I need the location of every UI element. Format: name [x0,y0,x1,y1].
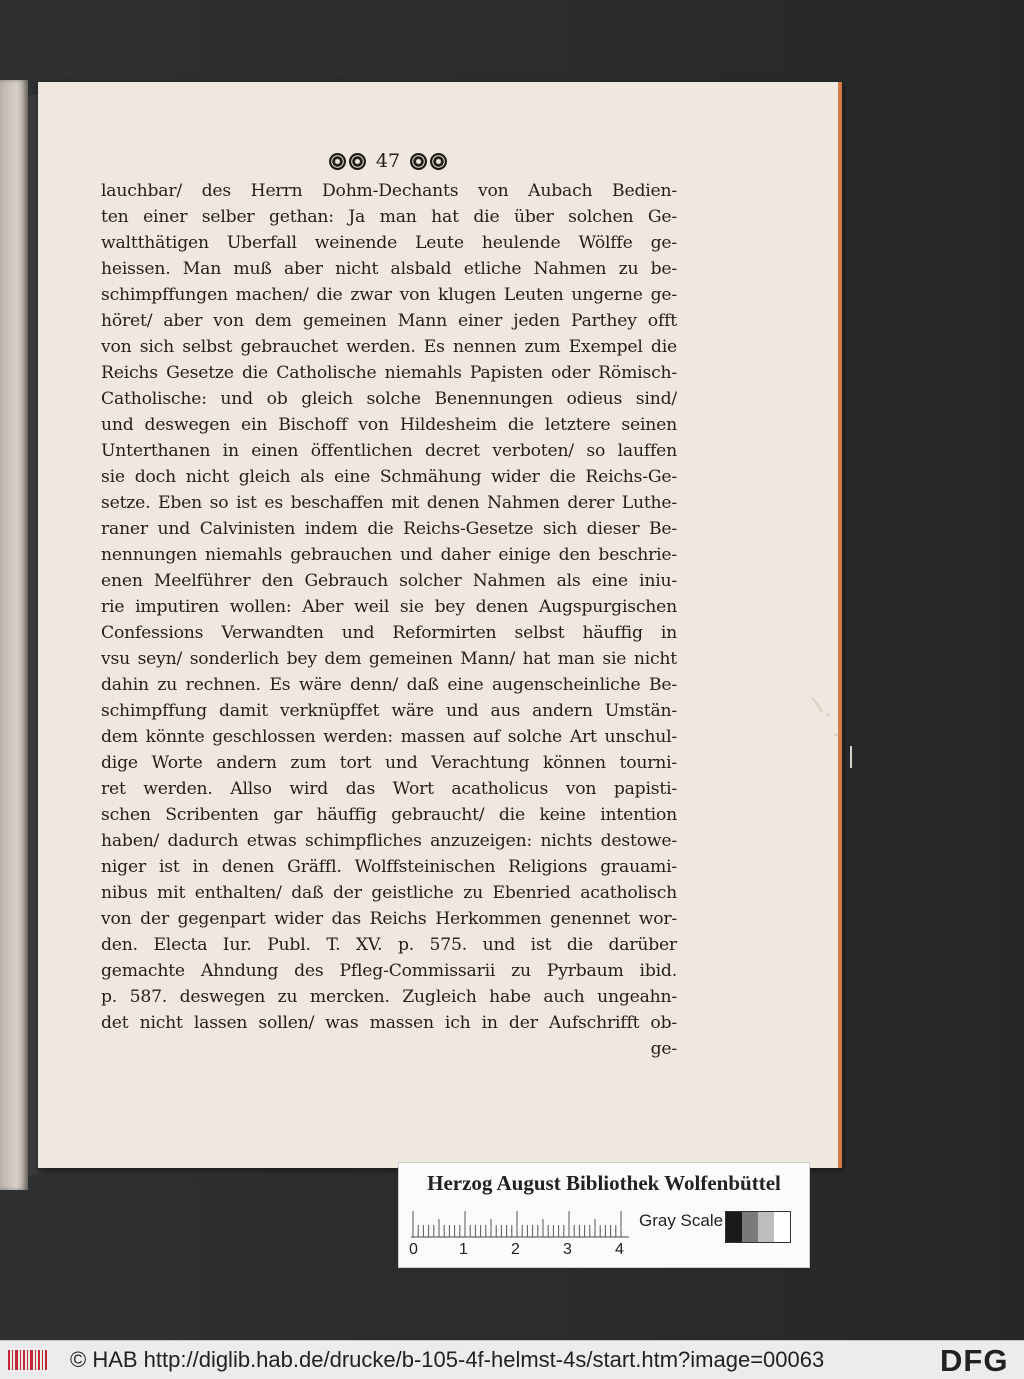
page-header [308,144,468,178]
text-line: dahin zu rechnen. Es wäre denn/ daß eine augenscheinliche Be- [101,675,677,695]
text-line: ten einer selber gethan: Ja man hat die über solchen Ge- [101,207,677,227]
gray-swatch [742,1212,758,1242]
dfg-logo: DFG [940,1343,1009,1378]
rosette-icon [410,153,427,170]
left-ornament [329,153,366,170]
ruler-label: 4 [615,1241,624,1258]
ruler-scale [411,1209,631,1239]
ink-mark [848,745,854,769]
text-line: rie imputiren wollen: Aber weil sie bey denen Augspurgischen [101,597,677,617]
text-line: nibus mit enthalten/ daß der geistliche zu Ebenried acatholisch [101,883,677,903]
body-text [101,178,677,1062]
text-line: dige Worte andern zum tort und Verachtung können tourni- [101,753,677,773]
gray-scale-swatches [725,1211,791,1243]
text-line: niger ist in denen Gräffl. Wolffsteinischen Religions grauami- [101,857,677,877]
text-line: und deswegen ein Bischoff von Hildesheim die letztere seinen [101,415,677,435]
library-reference-card [398,1162,810,1268]
page-number: 47 [375,150,401,172]
text-line: schen Scribenten gar häuffig gebraucht/ die keine intention [101,805,677,825]
hab-barcode-icon [8,1348,48,1372]
text-line: sie doch nicht gleich als eine Schmähung wider die Reichs-Ge- [101,467,677,487]
text-line: vsu seyn/ sonderlich bey dem gemeinen Mann/ hat man sie nicht [101,649,677,669]
copyright-link[interactable]: © HAB http://diglib.hab.de/drucke/b-105-4f-helmst-4s/start.htm?image=00063 [70,1347,825,1372]
text-line: schimpffung damit verknüpffet wäre und aus andern Umstän- [101,701,677,721]
ruler-numbers [405,1241,645,1261]
text-line: den. Electa Iur. Publ. T. XV. p. 575. und ist die darüber [101,935,677,955]
ruler-label: 3 [563,1241,572,1258]
rosette-icon [349,153,366,170]
gray-swatch [726,1212,742,1242]
ruler-label: 2 [511,1241,520,1258]
right-ornament [410,153,447,170]
previous-page-edge [0,80,28,1190]
text-line: von der gegenpart wider das Reichs Herkommen genennet wor- [101,909,677,929]
binding-gutter [28,95,38,1175]
text-line: enen Meelführer den Gebrauch solcher Nahmen als eine iniu- [101,571,677,591]
catchword: ge- [650,1039,677,1059]
text-line: ret werden. Allso wird das Wort acatholicus von papisti- [101,779,677,799]
text-line: dem könnte geschlossen werden: massen auf solche Art unschul- [101,727,677,747]
text-line: nennungen niemahls gebrauchen und daher einige den beschrie- [101,545,677,565]
text-line: p. 587. deswegen zu mercken. Zugleich habe auch ungeahn- [101,987,677,1007]
viewer-footer [0,1340,1024,1379]
gray-swatch [758,1212,774,1242]
text-line: raner und Calvinisten indem die Reichs-Gesetze sich dieser Be- [101,519,677,539]
book-page [38,82,842,1168]
rosette-icon [329,153,346,170]
library-name: Herzog August Bibliothek Wolfenbüttel [427,1171,781,1195]
ruler-label: 1 [459,1241,468,1258]
text-line: Unterthanen in einen öffentlichen decret verboten/ so lauffen [101,441,677,461]
gray-scale-label: Gray Scale [639,1211,724,1230]
rosette-icon [430,153,447,170]
text-line: heissen. Man muß aber nicht alsbald etliche Nahmen zu be- [101,259,677,279]
text-line: Confessions Verwandten und Reformirten selbst häuffig in [101,623,677,643]
gray-swatch [774,1212,790,1242]
text-line: Catholische: und ob gleich solche Benennungen odieus sind/ [101,389,677,409]
text-line: lauchbar/ des Herrn Dohm-Dechants von Aubach Bedien- [101,181,677,201]
text-line: det nicht lassen sollen/ was massen ich in der Aufschrifft ob- [101,1013,677,1033]
text-line: setze. Eben so ist es beschaffen mit denen Nahmen derer Luthe- [101,493,677,513]
ruler-label: 0 [409,1241,418,1258]
text-line: höret/ aber von dem gemeinen Mann einer jeden Parthey offt [101,311,677,331]
text-line: von sich selbst gebrauchet werden. Es nennen zum Exempel die [101,337,677,357]
text-line: schimpffungen machen/ die zwar von klugen Leuten ungerne ge- [101,285,677,305]
text-line: haben/ dadurch etwas schimpfliches anzuzeigen: nichts destowe- [101,831,677,851]
text-line: Reichs Gesetze die Catholische niemahls Papisten oder Römisch- [101,363,677,383]
ink-mark [808,690,848,740]
text-line: waltthätigen Uberfall weinende Leute heulende Wölffe ge- [101,233,677,253]
text-line: gemachte Ahndung des Pfleg-Commissarii zu Pyrbaum ibid. [101,961,677,981]
